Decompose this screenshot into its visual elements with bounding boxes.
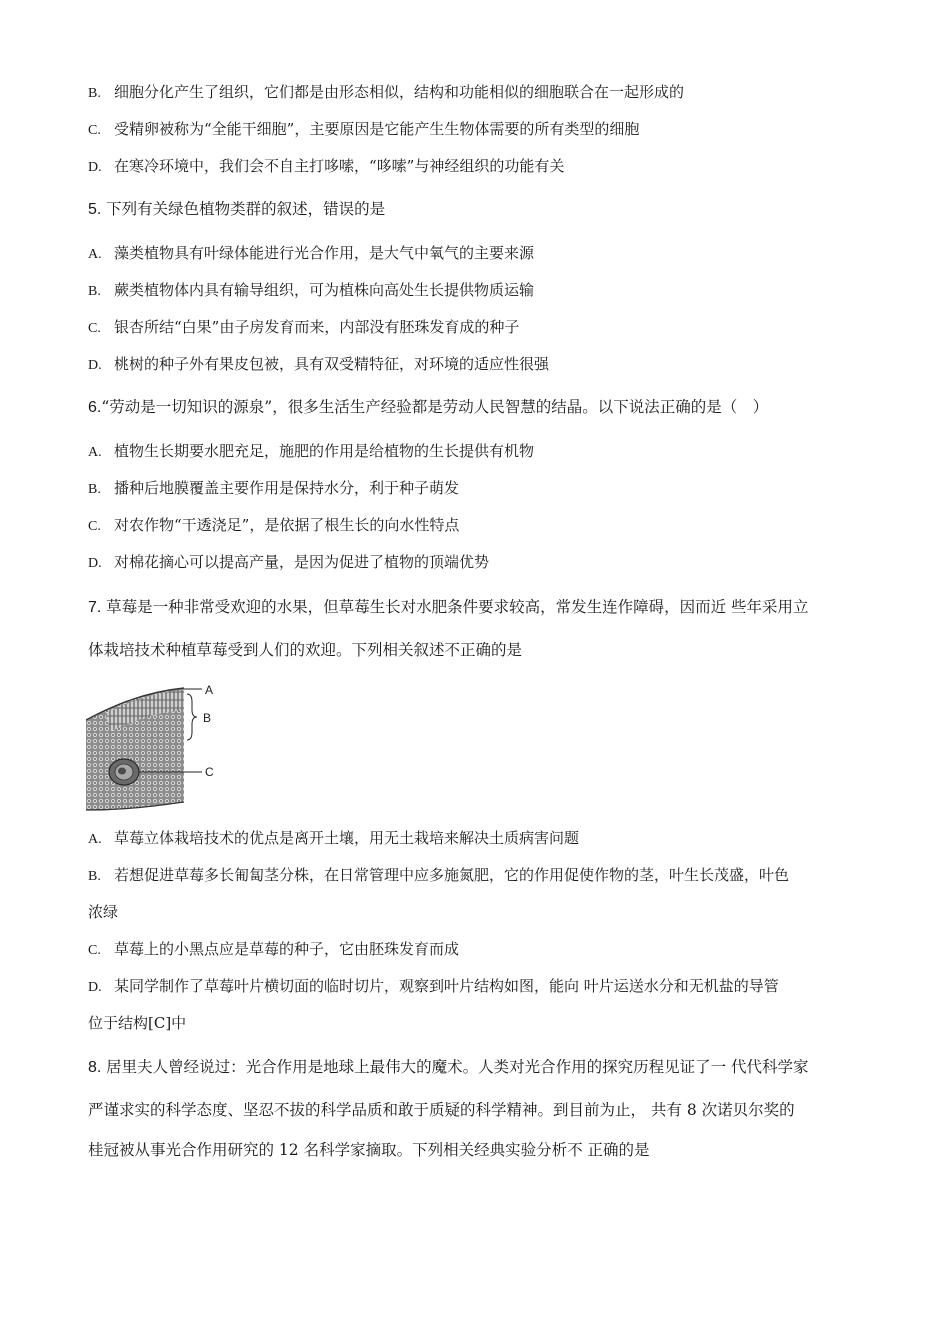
- option-letter: B.: [88, 284, 101, 299]
- option-text: 草莓上的小黑点应是草莓的种子，它由胚珠发育而成: [114, 940, 460, 958]
- option-text: 受精卵被称为“全能干细胞”，主要原因是它能产生生物体需要的所有类型的细胞: [114, 120, 640, 138]
- option-text: 浓绿: [88, 903, 119, 921]
- option-letter: A.: [88, 445, 102, 460]
- option-text: 对农作物“干透浇足”，是依据了根生长的向水性特点: [114, 516, 460, 534]
- q6-stem: [88, 397, 768, 418]
- question-text: 严谨求实的科学态度、坚忍不拔的科学品质和敢于质疑的科学精神。到目前为止， 共有 8 次诺贝尔奖的: [88, 1101, 795, 1119]
- q4-option-c: [88, 119, 639, 141]
- option-text: 蕨类植物体内具有输导组织，可为植株向高处生长提供物质运输: [114, 281, 535, 299]
- leaf-cross-section-figure: [86, 684, 226, 812]
- label-a: A: [205, 684, 214, 697]
- option-text: 藻类植物具有叶绿体能进行光合作用，是大气中氧气的主要来源: [114, 244, 535, 262]
- option-text: 若想促进草莓多长匍匐茎分株，在日常管理中应多施氮肥，它的作用促使作物的茎，叶生长茂盛，叶色: [114, 866, 790, 884]
- option-letter: C.: [88, 321, 101, 336]
- q5-option-c: [88, 317, 519, 339]
- question-number: 7.: [88, 599, 102, 616]
- q6-option-d: [88, 552, 489, 574]
- option-letter: B.: [88, 482, 101, 497]
- option-letter: B.: [88, 86, 101, 101]
- question-text: 下列有关绿色植物类群的叙述，错误的是: [106, 200, 386, 218]
- question-text: “劳动是一切知识的源泉”，很多生活生产经验都是劳动人民智慧的结晶。以下说法正确的是（ ）: [101, 398, 769, 416]
- label-b: B: [203, 711, 212, 725]
- q7-option-a: [88, 828, 579, 850]
- option-letter: D.: [88, 160, 102, 175]
- q5-option-b: [88, 280, 534, 302]
- option-letter: A.: [88, 247, 102, 262]
- q8-stem-line1: [88, 1057, 809, 1078]
- option-text: 对棉花摘心可以提高产量，是因为促进了植物的顶端优势: [114, 553, 490, 571]
- option-letter: D.: [88, 556, 102, 571]
- option-letter: C.: [88, 519, 101, 534]
- q5-option-d: [88, 354, 549, 376]
- option-letter: B.: [88, 869, 101, 884]
- q7-option-b-cont: [88, 902, 118, 922]
- q8-stem-line3: [88, 1140, 650, 1160]
- q7-stem-line2: [88, 640, 522, 660]
- question-number: 6.: [88, 399, 102, 416]
- label-c: C: [205, 765, 214, 779]
- q4-option-d: [88, 156, 564, 178]
- option-text: 桃树的种子外有果皮包被，具有双受精特征，对环境的适应性很强: [114, 355, 550, 373]
- q5-stem: [88, 199, 385, 220]
- label-b-bracket: [187, 694, 197, 740]
- q5-option-a: [88, 243, 534, 265]
- q8-stem-line2: [88, 1100, 795, 1120]
- option-text: 植物生长期要水肥充足，施肥的作用是给植物的生长提供有机物: [114, 442, 535, 460]
- q6-option-b: [88, 478, 459, 500]
- q7-option-b: [88, 865, 789, 887]
- question-text: 草莓是一种非常受欢迎的水果，但草莓生长对水肥条件要求较高，常发生连作障碍，因而近 些年采用立: [106, 598, 809, 616]
- question-number: 5.: [88, 201, 102, 218]
- option-letter: D.: [88, 980, 102, 995]
- question-text: 居里夫人曾经说过：光合作用是地球上最伟大的魔术。人类对光合作用的探究历程见证了一 代代科学家: [106, 1058, 809, 1076]
- q7-option-d: [88, 976, 779, 998]
- option-text: 播种后地膜覆盖主要作用是保持水分，利于种子萌发: [114, 479, 460, 497]
- question-text: 体栽培技术种植草莓受到人们的欢迎。下列相关叙述不正确的是: [88, 641, 523, 659]
- q7-stem-line1: [88, 597, 809, 618]
- question-number: 8.: [88, 1059, 102, 1076]
- option-text: 某同学制作了草莓叶片横切面的临时切片，观察到叶片结构如图，能向 叶片运送水分和无机盐的导管: [114, 977, 779, 995]
- option-text: 细胞分化产生了组织，它们都是由形态相似，结构和功能相似的细胞联合在一起形成的: [114, 83, 685, 101]
- q7-option-c: [88, 939, 459, 961]
- q6-option-a: [88, 441, 534, 463]
- option-text: 在寒冷环境中，我们会不自主打哆嗦，“哆嗦”与神经组织的功能有关: [114, 157, 565, 175]
- option-letter: C.: [88, 943, 101, 958]
- option-text: 草莓立体栽培技术的优点是离开土壤，用无土栽培来解决土质病害问题: [114, 829, 580, 847]
- q7-option-d-cont: [88, 1013, 186, 1033]
- q4-option-b: [88, 82, 684, 104]
- option-text: 位于结构[C]中: [88, 1014, 187, 1032]
- option-letter: C.: [88, 123, 101, 138]
- question-text: 桂冠被从事光合作用研究的 12 名科学家摘取。下列相关经典实验分析不 正确的是: [88, 1141, 650, 1159]
- option-text: 银杏所结“白果”由子房发育而来，内部没有胚珠发育成的种子: [114, 318, 520, 336]
- option-letter: A.: [88, 832, 102, 847]
- option-letter: D.: [88, 358, 102, 373]
- q6-option-c: [88, 515, 459, 537]
